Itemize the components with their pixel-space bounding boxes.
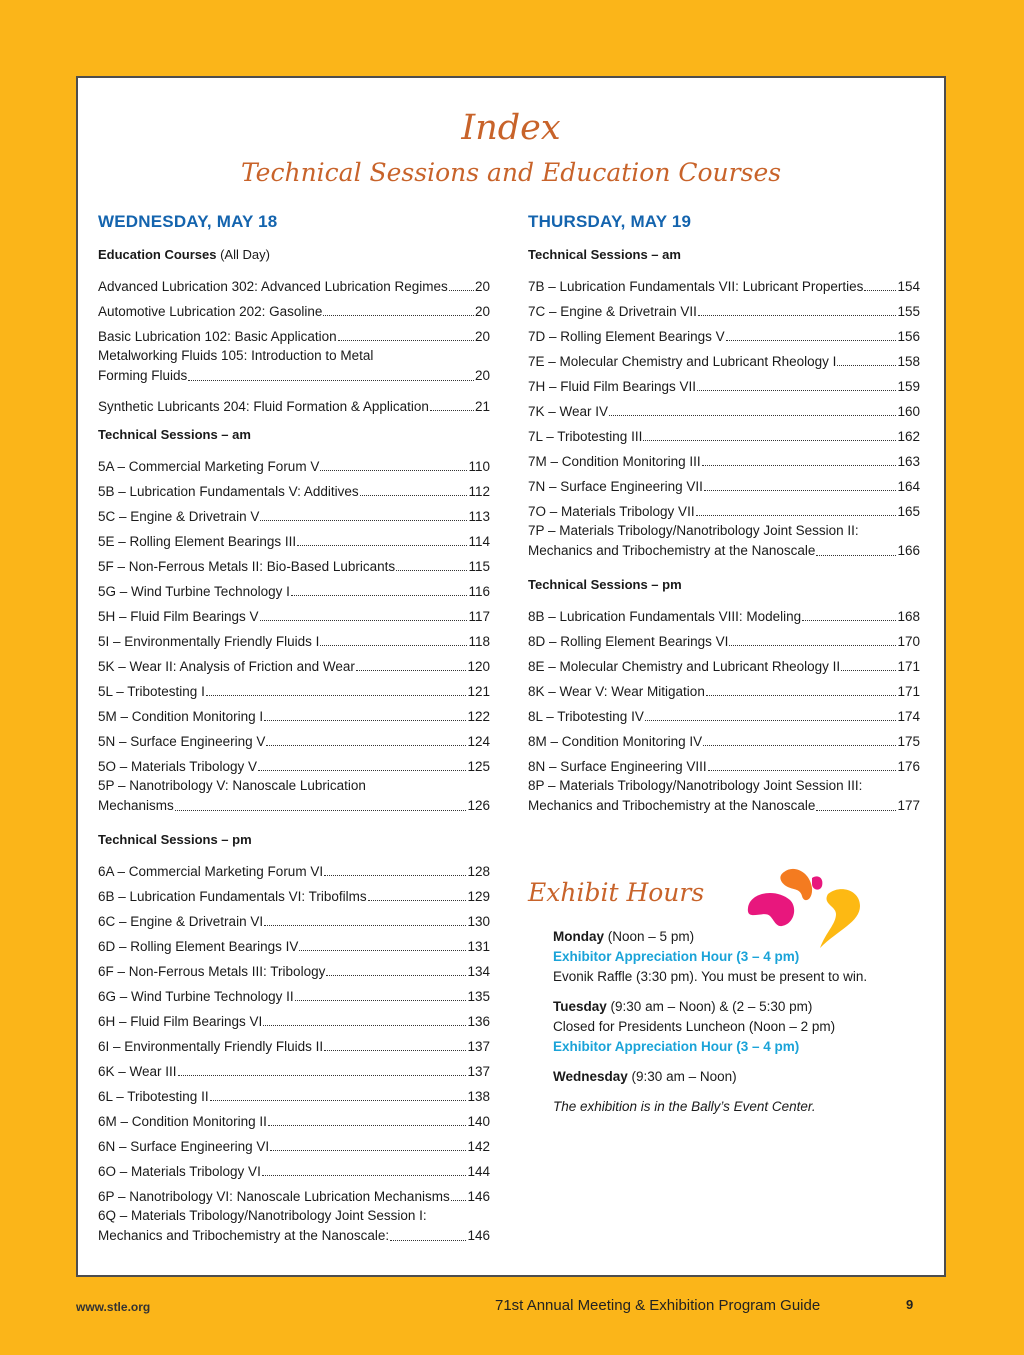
dot-leader	[320, 645, 467, 646]
entry-page: 136	[467, 1014, 490, 1029]
entry-title: 6C – Engine & Drivetrain VI	[98, 914, 264, 929]
dot-leader	[266, 745, 466, 746]
thursday-pm-list	[528, 601, 920, 821]
footer-website: www.stle.org	[76, 1300, 151, 1314]
entry-title: 7N – Surface Engineering VII	[528, 479, 703, 494]
index-entry	[98, 676, 490, 701]
entry-page: 140	[467, 1114, 490, 1129]
entry-page: 116	[468, 584, 490, 599]
index-entry	[528, 496, 920, 521]
entry-title: 6P – Nanotribology VI: Nanoscale Lubrication Mechanisms	[98, 1189, 450, 1204]
entry-page: 118	[468, 634, 490, 649]
entry-title: 7O – Materials Tribology VII	[528, 504, 695, 519]
entry-title: 6I – Environmentally Friendly Fluids II	[98, 1039, 324, 1054]
entry-page: 170	[897, 634, 920, 649]
entry-page: 142	[467, 1139, 490, 1154]
entry-page: 163	[897, 454, 920, 469]
entry-page: 122	[467, 709, 490, 724]
entry-title: 5K – Wear II: Analysis of Friction and Wear	[98, 659, 355, 674]
index-panel	[76, 76, 946, 1277]
entry-title: 6B – Lubrication Fundamentals VI: Tribofilms	[98, 889, 367, 904]
index-entry	[98, 296, 490, 321]
entry-title: 6N – Surface Engineering VI	[98, 1139, 270, 1154]
index-entry	[528, 676, 920, 701]
page-subtitle: Technical Sessions and Education Courses	[240, 158, 782, 187]
dot-leader	[258, 770, 466, 771]
wednesday-pm-list	[98, 856, 490, 1251]
entry-title: 8D – Rolling Element Bearings VI	[528, 634, 729, 649]
index-entry	[98, 321, 490, 346]
entry-page: 176	[897, 759, 920, 774]
index-entry	[98, 931, 490, 956]
dot-leader	[297, 545, 467, 546]
dot-leader	[449, 290, 474, 291]
dot-leader	[390, 1240, 466, 1241]
dot-leader	[703, 745, 896, 746]
index-entry	[98, 451, 490, 476]
index-entry	[98, 751, 490, 776]
index-entry	[98, 576, 490, 601]
entry-title: 6D – Rolling Element Bearings IV	[98, 939, 299, 954]
entry-page: 175	[897, 734, 920, 749]
entry-page: 162	[897, 429, 920, 444]
entry-title: 6G – Wind Turbine Technology II	[98, 989, 294, 1004]
entry-page: 115	[468, 559, 490, 574]
footer-page-number: 9	[906, 1297, 914, 1312]
index-entry	[528, 726, 920, 751]
dot-leader	[841, 670, 896, 671]
index-entry	[98, 1206, 490, 1251]
entry-title-line: 5P – Nanotribology V: Nanoscale Lubrication	[98, 778, 366, 793]
dot-leader	[702, 465, 897, 466]
index-entry	[98, 856, 490, 881]
entry-title-line: Metalworking Fluids 105: Introduction to Metal	[98, 348, 374, 363]
dot-leader	[270, 1150, 466, 1151]
entry-page: 158	[897, 354, 920, 369]
entry-title: Automotive Lubrication 202: Gasoline	[98, 304, 323, 319]
dot-leader	[802, 620, 896, 621]
entry-title: 8E – Molecular Chemistry and Lubricant Rheology II	[528, 659, 841, 674]
footer-guide-title: 71st Annual Meeting & Exhibition Program Guide	[495, 1297, 821, 1314]
entry-title: Mechanics and Tribochemistry at the Nanoscale	[528, 543, 816, 558]
wednesday-column	[98, 212, 490, 1251]
dot-leader	[206, 695, 467, 696]
dot-leader	[260, 520, 467, 521]
entry-page: 134	[467, 964, 490, 979]
exhibit-hours-title: Exhibit Hours	[528, 878, 705, 907]
entry-title-line: 6Q – Materials Tribology/Nanotribology Joint Session I:	[98, 1208, 427, 1223]
entry-title: 7K – Wear IV	[528, 404, 609, 419]
entry-title: Synthetic Lubricants 204: Fluid Formation & Application	[98, 399, 429, 414]
entry-page: 110	[468, 459, 490, 474]
entry-title: 7H – Fluid Film Bearings VII	[528, 379, 697, 394]
exhibit-location-note: The exhibition is in the Bally’s Event Center.	[553, 1099, 816, 1114]
index-entry	[528, 421, 920, 446]
index-entry	[528, 701, 920, 726]
entry-page: 138	[467, 1089, 490, 1104]
entry-title: 8L – Tribotesting IV	[528, 709, 644, 724]
entry-page: 121	[467, 684, 490, 699]
entry-title: Mechanics and Tribochemistry at the Nanoscale	[528, 798, 816, 813]
entry-title: 5N – Surface Engineering V	[98, 734, 266, 749]
entry-title: 6K – Wear III	[98, 1064, 177, 1079]
entry-title: 8K – Wear V: Wear Mitigation	[528, 684, 705, 699]
splash-pink-drop	[812, 876, 822, 889]
entry-page: 171	[897, 659, 920, 674]
entry-page: 131	[467, 939, 490, 954]
entry-page: 154	[897, 279, 920, 294]
entry-page: 130	[467, 914, 490, 929]
dot-leader	[360, 495, 468, 496]
dot-leader	[816, 555, 896, 556]
dot-leader	[299, 950, 466, 951]
entry-title: 5B – Lubrication Fundamentals V: Additives	[98, 484, 359, 499]
dot-leader	[264, 925, 466, 926]
dot-leader	[430, 410, 474, 411]
entry-title: 7M – Condition Monitoring III	[528, 454, 701, 469]
entry-page: 114	[468, 534, 490, 549]
entry-page: 20	[474, 368, 490, 383]
index-entry	[528, 471, 920, 496]
entry-page: 129	[467, 889, 490, 904]
page-title: Index	[461, 108, 561, 148]
index-entry	[98, 1131, 490, 1156]
index-entry	[528, 651, 920, 676]
entry-title: Basic Lubrication 102: Basic Application	[98, 329, 337, 344]
index-entry	[98, 601, 490, 626]
dot-leader	[696, 515, 897, 516]
entry-page: 171	[897, 684, 920, 699]
splash-yellow-petal	[820, 889, 860, 948]
index-entry	[528, 396, 920, 421]
index-entry	[98, 626, 490, 651]
index-entry	[528, 296, 920, 321]
dot-leader	[396, 570, 467, 571]
entry-page: 126	[467, 798, 490, 813]
dot-leader	[268, 1125, 467, 1126]
entry-page: 177	[897, 798, 920, 813]
thursday-heading: THURSDAY, MAY 19	[528, 212, 692, 231]
dot-leader	[295, 1000, 467, 1001]
index-entry	[98, 271, 490, 296]
entry-title: 5G – Wind Turbine Technology I	[98, 584, 290, 599]
entry-title: 7B – Lubrication Fundamentals VII: Lubricant Properties	[528, 279, 864, 294]
entry-page: 137	[467, 1064, 490, 1079]
entry-title: 6O – Materials Tribology VI	[98, 1164, 261, 1179]
entry-page: 20	[474, 304, 490, 319]
entry-title: 6A – Commercial Marketing Forum VI	[98, 864, 324, 879]
wednesday-am-list	[98, 451, 490, 821]
thursday-pm-heading: Technical Sessions – pm	[528, 577, 682, 592]
index-entry	[98, 391, 490, 416]
dot-leader	[368, 900, 467, 901]
entry-page: 20	[474, 279, 490, 294]
dot-leader	[291, 595, 468, 596]
thursday-am-list	[528, 271, 920, 566]
entry-title: 5A – Commercial Marketing Forum V	[98, 459, 320, 474]
index-entry	[98, 981, 490, 1006]
entry-title: 5F – Non-Ferrous Metals II: Bio-Based Lubricants	[98, 559, 396, 574]
entry-title: 7D – Rolling Element Bearings V	[528, 329, 725, 344]
dot-leader	[645, 720, 897, 721]
index-entry	[528, 776, 920, 821]
dot-leader	[324, 875, 466, 876]
entry-page: 21	[474, 399, 490, 414]
index-entry	[98, 1081, 490, 1106]
dot-leader	[643, 440, 896, 441]
entry-page: 137	[467, 1039, 490, 1054]
dot-leader	[704, 490, 897, 491]
entry-page: 146	[467, 1228, 490, 1243]
entry-page: 166	[897, 543, 920, 558]
index-entry	[528, 446, 920, 471]
dot-leader	[697, 390, 896, 391]
dot-leader	[338, 340, 474, 341]
index-entry	[528, 321, 920, 346]
dot-leader	[324, 1050, 466, 1051]
index-entry	[98, 881, 490, 906]
dot-leader	[323, 315, 474, 316]
dot-leader	[609, 415, 896, 416]
entry-title: 8M – Condition Monitoring IV	[528, 734, 703, 749]
index-entry	[98, 1181, 490, 1206]
dot-leader	[175, 810, 467, 811]
index-entry	[98, 346, 490, 391]
dot-leader	[178, 1075, 467, 1076]
entry-page: 155	[897, 304, 920, 319]
dot-leader	[451, 1200, 467, 1201]
index-entry	[528, 521, 920, 566]
entry-page: 164	[897, 479, 920, 494]
wednesday-am-heading: Technical Sessions – am	[98, 427, 251, 442]
entry-title: 6M – Condition Monitoring II	[98, 1114, 267, 1129]
entry-title: 5M – Condition Monitoring I	[98, 709, 264, 724]
entry-title: 8B – Lubrication Fundamentals VIII: Modeling	[528, 609, 802, 624]
entry-page: 160	[897, 404, 920, 419]
entry-page: 144	[467, 1164, 490, 1179]
wednesday-pm-heading: Technical Sessions – pm	[98, 832, 252, 847]
entry-page: 168	[897, 609, 920, 624]
dot-leader	[320, 470, 467, 471]
index-entry	[528, 346, 920, 371]
splash-pink-petal	[748, 893, 794, 926]
index-entry	[528, 626, 920, 651]
entry-page: 112	[468, 484, 490, 499]
entry-title-line: 7P – Materials Tribology/Nanotribology Joint Session II:	[528, 523, 859, 538]
entry-page: 128	[467, 864, 490, 879]
entry-title: 6L – Tribotesting II	[98, 1089, 209, 1104]
entry-page: 159	[897, 379, 920, 394]
entry-title: 5E – Rolling Element Bearings III	[98, 534, 297, 549]
wednesday-heading: WEDNESDAY, MAY 18	[98, 212, 278, 231]
entry-title: 5H – Fluid Film Bearings V	[98, 609, 259, 624]
entry-title: Forming Fluids	[98, 368, 188, 383]
entry-title: 5I – Environmentally Friendly Fluids I	[98, 634, 320, 649]
entry-page: 20	[474, 329, 490, 344]
exhibit-monday: Monday (Noon – 5 pm) Exhibitor Appreciation Hour (3 – 4 pm) Evonik Raffle (3:30 pm). You must be present to win.	[553, 929, 868, 984]
index-entry	[98, 906, 490, 931]
entry-page: 117	[468, 609, 490, 624]
entry-page: 124	[467, 734, 490, 749]
entry-title: Mechanisms	[98, 798, 174, 813]
index-entry	[98, 651, 490, 676]
index-entry	[98, 476, 490, 501]
dot-leader	[816, 810, 896, 811]
entry-title: 7L – Tribotesting III	[528, 429, 643, 444]
index-entry	[98, 1056, 490, 1081]
index-entry	[528, 751, 920, 776]
index-entry	[98, 956, 490, 981]
entry-page: 125	[467, 759, 490, 774]
dot-leader	[729, 645, 896, 646]
exhibit-hours	[528, 878, 928, 1117]
index-entry	[98, 1006, 490, 1031]
index-entry	[98, 701, 490, 726]
entry-page: 113	[468, 509, 490, 524]
index-entry	[98, 501, 490, 526]
index-entry	[98, 776, 490, 821]
entry-title: 5O – Materials Tribology V	[98, 759, 258, 774]
index-entry	[98, 526, 490, 551]
dot-leader	[706, 695, 897, 696]
education-courses-heading: Education Courses (All Day)	[98, 247, 270, 262]
entry-title: Mechanics and Tribochemistry at the Nanoscale:	[98, 1228, 390, 1243]
dot-leader	[264, 720, 466, 721]
dot-leader	[708, 770, 897, 771]
dot-leader	[726, 340, 897, 341]
dot-leader	[864, 290, 896, 291]
dot-leader	[210, 1100, 467, 1101]
dot-leader	[260, 620, 468, 621]
thursday-am-heading: Technical Sessions – am	[528, 247, 681, 262]
entry-page: 135	[467, 989, 490, 1004]
dot-leader	[326, 975, 466, 976]
entry-title: 7E – Molecular Chemistry and Lubricant Rheology I	[528, 354, 837, 369]
entry-page: 120	[467, 659, 490, 674]
dot-leader	[356, 670, 467, 671]
dot-leader	[262, 1175, 467, 1176]
index-entry	[528, 601, 920, 626]
entry-title: 7C – Engine & Drivetrain VII	[528, 304, 697, 319]
index-entry	[98, 1156, 490, 1181]
entry-page: 165	[897, 504, 920, 519]
entry-title: Advanced Lubrication 302: Advanced Lubrication Regimes	[98, 279, 448, 294]
entry-page: 174	[897, 709, 920, 724]
index-entry	[98, 726, 490, 751]
entry-page: 156	[897, 329, 920, 344]
index-entry	[528, 271, 920, 296]
dot-leader	[698, 315, 897, 316]
exhibit-tuesday: Tuesday (9:30 am – Noon) & (2 – 5:30 pm) Closed for Presidents Luncheon (Noon – 2 pm) Exhibitor Appreciation Hour (3 – 4 pm)	[553, 999, 836, 1054]
education-courses-list	[98, 271, 490, 416]
splash-orange-petal	[780, 869, 812, 900]
index-entry	[98, 1106, 490, 1131]
dot-leader	[188, 380, 474, 381]
dot-leader	[837, 365, 896, 366]
entry-title-line: 8P – Materials Tribology/Nanotribology Joint Session III:	[528, 778, 863, 793]
exhibit-wednesday: Wednesday (9:30 am – Noon)	[553, 1069, 737, 1084]
entry-title: 8N – Surface Engineering VIII	[528, 759, 707, 774]
thursday-column	[528, 212, 920, 821]
decorative-splash-icon	[740, 866, 865, 956]
entry-title: 5C – Engine & Drivetrain V	[98, 509, 260, 524]
entry-title: 5L – Tribotesting I	[98, 684, 205, 699]
dot-leader	[263, 1025, 466, 1026]
index-entry	[98, 551, 490, 576]
entry-title: 6H – Fluid Film Bearings VI	[98, 1014, 263, 1029]
entry-page: 146	[467, 1189, 490, 1204]
index-entry	[98, 1031, 490, 1056]
index-entry	[528, 371, 920, 396]
entry-title: 6F – Non-Ferrous Metals III: Tribology	[98, 964, 326, 979]
